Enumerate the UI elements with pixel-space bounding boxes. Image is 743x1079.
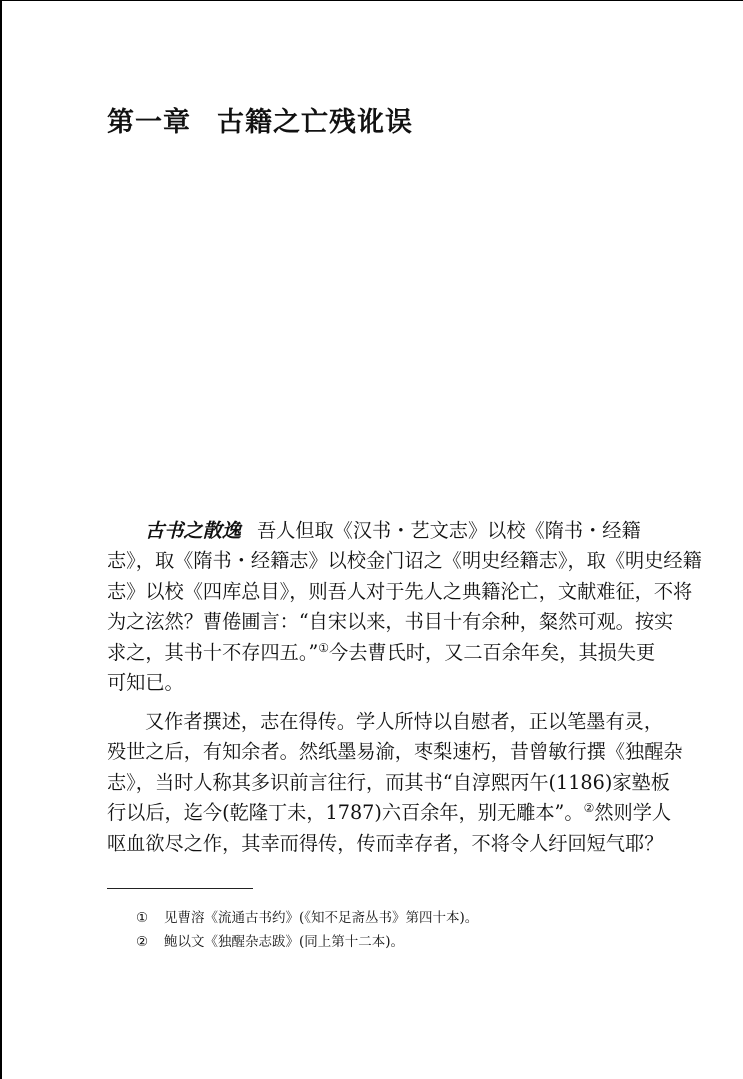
text-line: 呕血欲尽之作，其幸而得传，传而幸存者，不将令人纡回短气耶？ xyxy=(107,831,664,855)
text-line: 志》，当时人称其多识前言往行，而其书“自淳熙丙午(1186)家塾板 xyxy=(107,770,670,794)
footnote-1 xyxy=(136,906,478,930)
page-border-top xyxy=(0,0,743,1)
text-line: 又作者撰述，志在得传。学人所恃以自慰者，正以笔墨有灵， xyxy=(145,710,664,733)
chapter-number: 第一章 xyxy=(107,107,191,138)
text-line xyxy=(107,516,647,546)
paragraph-2 xyxy=(107,707,683,859)
footnote-ref-1[interactable]: ① xyxy=(318,640,330,655)
footnote-text: 见曹溶《流通古书约》(《知不足斋丛书》第四十本)。 xyxy=(164,910,479,926)
footnote-mark: ① xyxy=(136,910,149,926)
footnote-ref-2[interactable]: ② xyxy=(583,801,595,816)
footnote-divider xyxy=(107,888,253,889)
footnote-mark: ② xyxy=(136,934,149,950)
text-segment: 今去曹氏时，又二百余年矣，其损失更 xyxy=(329,640,656,664)
footnote-2 xyxy=(136,930,478,954)
text-line: 为之泫然？曹倦圃言：“自宋以来，书目十有余种，粲然可观。按实 xyxy=(107,610,674,634)
text-line: 殁世之后，有知余者。然纸墨易渝，枣梨速朽，昔曾敏行撰《独醒杂 xyxy=(107,740,683,764)
text-segment: 吾人但取《汉书・艺文志》以校《隋书・经籍 xyxy=(256,519,641,542)
footnote-text: 鲍以文《独醒杂志跋》(同上第十二本)。 xyxy=(164,934,405,950)
text-line: 志》，取《隋书・经籍志》以校金门诏之《明史经籍志》，取《明史经籍 xyxy=(107,549,702,573)
text-line xyxy=(107,638,656,668)
chapter-title xyxy=(107,100,413,139)
paragraph-1 xyxy=(107,516,702,698)
text-segment: 然则学人 xyxy=(594,801,672,825)
page-border-left xyxy=(0,0,2,1079)
section-heading: 古书之散逸 xyxy=(145,519,241,542)
chapter-name: 古籍之亡残讹误 xyxy=(217,107,413,138)
footnotes xyxy=(136,906,478,954)
text-segment: 求之，其书十不存四五。” xyxy=(107,640,319,664)
text-line: 可知已。 xyxy=(107,671,184,695)
text-line xyxy=(107,798,672,828)
text-segment: 行以后，迄今(乾隆丁未，1787)六百余年，别无雕本”。 xyxy=(107,801,584,825)
text-line: 志》以校《四库总目》，则吾人对于先人之典籍沦亡，文献难征，不将 xyxy=(107,579,693,603)
